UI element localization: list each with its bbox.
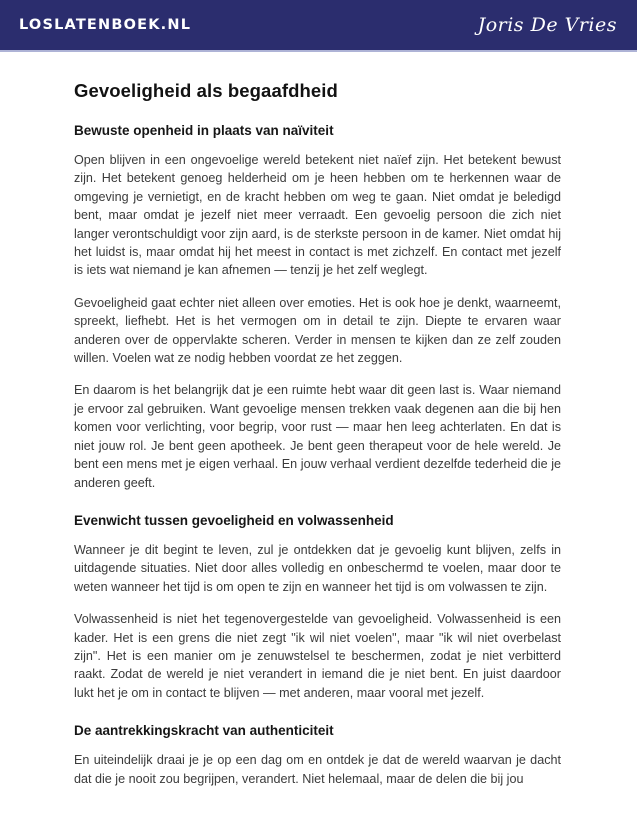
paragraph: Volwassenheid is niet het tegenovergestelde van gevoeligheid. Volwassenheid is een kader. Het is een grens die niet zegt "ik wil niet voelen", maar "ik wil niet overbelast zijn". Het is een manier om je zenuwstelsel te beschermen, zodat je niet verbitterd raakt. Zodat de wereld je niet verandert in iemand die je niet bent. En juist daardoor lukt het je om in contact te blijven — met anderen, maar vooral met jezelf. [74,612,561,700]
paragraph: En uiteindelijk draai je je op een dag om en ontdek je dat de wereld waarvan je dacht dat die je nooit zou begrijpen, verandert. Niet helemaal, maar de delen die bij jou [74,753,561,786]
paragraph: Wanneer je dit begint te leven, zul je ontdekken dat je gevoelig kunt blijven, zelfs in uitdagende situaties. Niet door alles volledig en onbeschermd te voelen, maar door te weten wanneer het tijd is om open te zijn en wanneer het tijd is om volwassen te zijn. [74,542,561,594]
section-bewuste-openheid [74,123,561,492]
paragraph: En daarom is het belangrijk dat je een ruimte hebt waar dit geen last is. Waar niemand je ervoor zal gebruiken. Want gevoelige mensen trekken vaak degenen aan die bij hen komen voor verlichting, voor begrip, voor rust — maar hen leeg achterlaten. En dat is niet jouw rol. Je bent geen apotheek. Je bent geen therapeut voor de hele wereld. Je bent een mens met je eigen verhaal. En jouw verhaal verdient dezelfde tederheid die je anderen geeft. [74,383,561,490]
paragraph: Gevoeligheid gaat echter niet alleen over emoties. Het is ook hoe je denkt, waarneemt, spreekt, liefhebt. Het is het vermogen om in detail te zijn. Diepte te ervaren waar anderen over de oppervlakte scheren. Verder in mensen te kijken dan ze zelf zouden willen. Voelen wat ze nodig hebben voordat ze het zeggen. [74,295,561,366]
section-evenwicht [74,513,561,702]
section-heading: Evenwicht tussen gevoeligheid en volwassenheid [74,512,394,528]
page-header [0,0,637,52]
section-aantrekkingskracht [74,723,561,788]
section-heading: De aantrekkingskracht van authenticiteit [74,723,334,739]
article-content [0,52,637,788]
paragraph: Open blijven in een ongevoelige wereld betekent niet naïef zijn. Het betekent bewust zijn. Het betekent genoeg helderheid om je heen hebben om te herkennen waar de omgeving je vernietigt, en de kracht hebben om weg te gaan. Niet omdat je beledigd bent, maar omdat je jezelf niet meer verraadt. Een gevoelig persoon die zich niet langer verontschuldigt voor zijn aard, is de sterkste persoon in de kamer. Niet omdat hij het luidst is, maar omdat hij het meest in contact is met zichzelf. En contact met jezelf is iets wat niemand je kan afnemen — tenzij je het zelf weglegt. [74,153,561,278]
section-heading: Bewuste openheid in plaats van naïviteit [74,123,334,138]
page-title: Gevoeligheid als begaafdheid [74,80,338,101]
author-signature: Joris De Vries [477,14,617,36]
brand-logo: LOSLATENBOEK.NL [19,17,192,33]
